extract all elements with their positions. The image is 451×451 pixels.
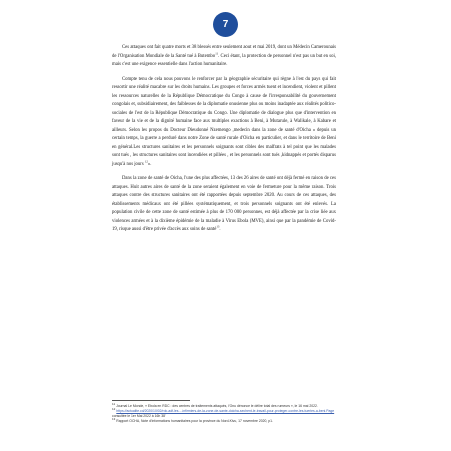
paragraph xyxy=(112,175,336,235)
footnote-link[interactable]: https://actualite.cd/2020/10/02/rdc-adf-les...-infirmiers-de-la-zone-de-sante-doicha-sechent-le-travail-pour-proteger-contre-les-tueries-a-beni.Page xyxy=(116,409,335,414)
footnotes xyxy=(112,404,338,425)
paragraph-text: Compte tenu de cela nous pouvons le renforcer par la géographie sécuritaire qui règne à l'est du pays qui fait ressortir une réalité macabre sur les droits humains. Les groupes et forces armés tuent et incendient, violent et pillent les ressources naturelles de la République Démocratique du Congo à cause de l'irresponsabilité du gouvernement congolais et, subsidiairement, des faiblesses de la diplomatie onusienne plus ou moins inadaptée aux réalités politico-sociales de l'est de la République Démocratique du Congo. Une diplomatie de dialogue plus que d'intervention en faveur de la vie et de la dignité humaine face aux multiples exactions à Beni, à Mutarule, à Walikale, à Kabare et ailleurs. Selon les propos du Docteur Dieudonné Nzemengo ,medecin dans la zone de santé d'Oicha « depuis un certain temps, la guerre a perduré dans notre Zone de santé rurale d'Oicha en particulier, et dans le territoire de Beni en général.Les structures sanitaires et les personnels soignants sont cibles des malfrats à tel point que les malades sont tués , les structures sanitaires sont incendiées et pillées , et les personnels sont tués ,kidnappés et portés disparus jusqu'à nos jours xyxy=(112,76,336,167)
paragraph-text: ». xyxy=(147,161,152,167)
footnote-item xyxy=(112,409,338,418)
body-text xyxy=(112,44,336,241)
footnote-number: 11 xyxy=(112,402,116,406)
paragraph-text: . xyxy=(219,227,221,232)
footnote-number: 13 xyxy=(112,417,116,422)
paragraph-text: Dans la zone de santé de Oicha, l'une des plus affectées, 13 des 26 aires de santé ont déjà fermé en raison de ces attaques. Huit autres aires de santé de la zone seraient également en voie de fermeture pour la même raison. Trois attaques contre des structures sanitaires ont été rapportées depuis septembre 2020. Au cours de ces attaques, des établissements médicaux ont été pillées systématiquement, et trois personnels soignants ont été enlevés. La population civile de cette zone de santé estimée à plus de 170 000 personnes, est déjà affectée par la crise liée aux violences armées et à la dixième épidémie de la maladie à Virus Ebola (MVE), ainsi que par la pandémie de Covid-19, risque aussi d'être privée d'accès aux soins de santé xyxy=(112,176,336,232)
footnote-separator xyxy=(112,400,190,401)
footnote-text: consultée le 1er Mai 2022 à 16h 38' xyxy=(112,414,166,419)
paragraph-text: . Ceci étant, la protection de personnel n'est pas un but en soi, mais c'est une exigence essentielle dans l'action humanitaire. xyxy=(112,53,336,67)
footnote-text: Rapport OCHA, Note d'informations humanitaires pour la province du Nord-Kivu, 17 novembre 2020, p1. xyxy=(116,419,273,424)
footnote-ref: 12 xyxy=(144,158,148,163)
footnote-ref: 13 xyxy=(216,224,220,229)
footnote-number: 12 xyxy=(112,407,116,412)
paragraph xyxy=(112,44,336,70)
page-number-badge: 7 xyxy=(213,12,238,37)
footnote-text: Journal Le Monde, « Ebola en RDC : des centres de traitements attaqués, l'Onu dénonce le délire total des rumeurs », le 16 mai 2022. xyxy=(116,404,318,409)
footnote-ref: 11 xyxy=(215,50,219,55)
footnote-item xyxy=(112,419,338,424)
paragraph-text: Ces attaques ont fait quatre morts et 38 blessés entre seulement aout et mai 2019, dont un Médecin Camerounais de l'Organisation Mondiale de la Santé tué à Butembo xyxy=(112,45,336,59)
paragraph xyxy=(112,76,336,170)
